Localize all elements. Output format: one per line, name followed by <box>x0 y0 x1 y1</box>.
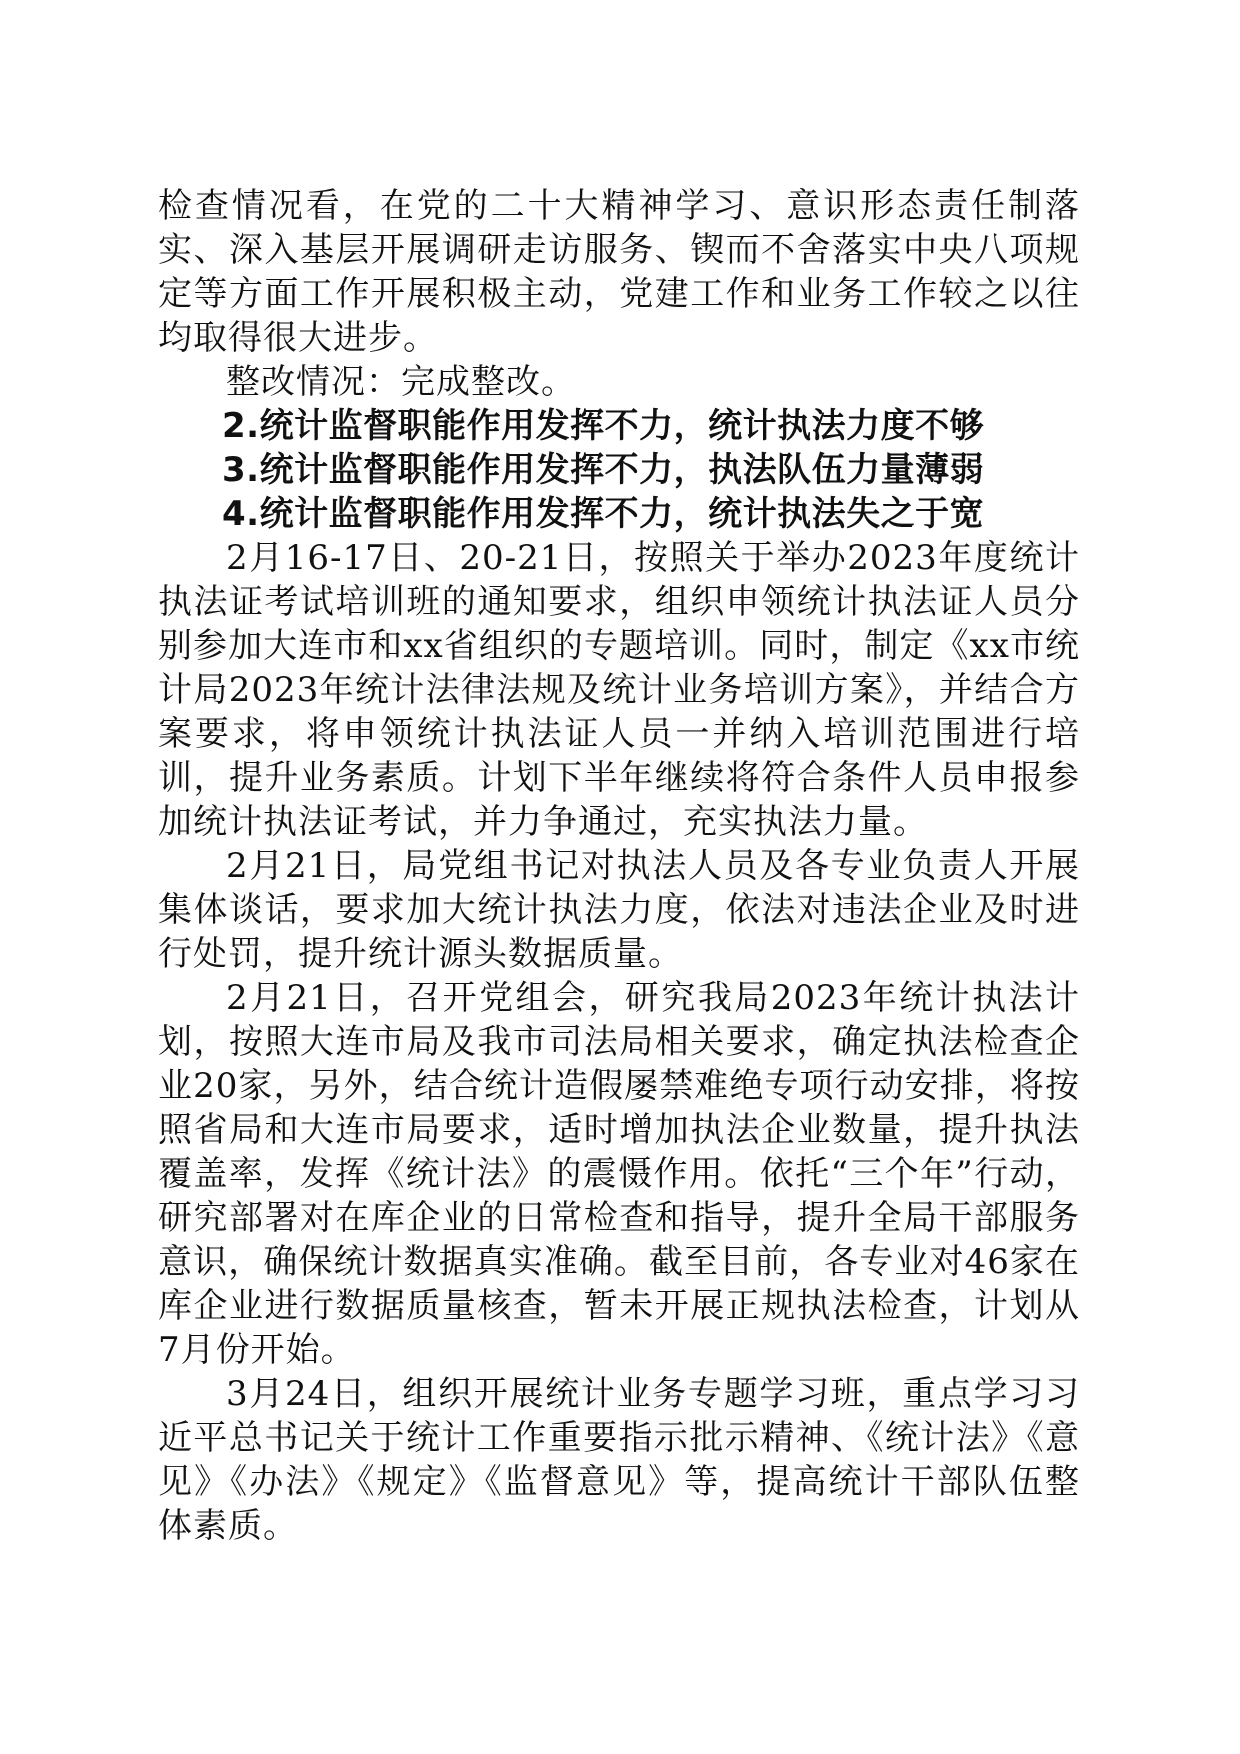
heading-item-4: 4.统计监督职能作用发挥不力，统计执法失之于宽 <box>222 494 985 534</box>
document-body <box>158 184 1080 1548</box>
paragraph-party-meeting: 2月21日，召开党组会，研究我局2023年统计执法计划，按照大连市局及我市司法局相关要求，确定执法检查企业20家，另外，结合统计造假屡禁难绝专项行动安排，将按照省局和大连市局要求，适时增加执法企业数量，提升执法覆盖率，发挥《统计法》的震慑作用。依托“三个年”行动，研究部署对在库企业的日常检查和指导，提升全局干部服务意识，确保统计数据真实准确。截至目前，各专业对46家在库企业进行数据质量核查，暂未开展正规执法检查，计划从7月份开始。 <box>158 978 1080 1370</box>
paragraph-inspection-summary: 检查情况看，在党的二十大精神学习、意识形态责任制落实、深入基层开展调研走访服务、锲而不舍落实中央八项规定等方面工作开展积极主动，党建工作和业务工作较之以往均取得很大进步。 <box>158 186 1080 358</box>
heading-item-3: 3.统计监督职能作用发挥不力，执法队伍力量薄弱 <box>222 450 985 490</box>
paragraph-collective-talk: 2月21日，局党组书记对执法人员及各专业负责人开展集体谈话，要求加大统计执法力度，依法对违法企业及时进行处罚，提升统计源头数据质量。 <box>158 846 1080 974</box>
paragraph-study-class: 3月24日，组织开展统计业务专题学习班，重点学习习近平总书记关于统计工作重要指示批示精神、《统计法》《意见》《办法》《规定》《监督意见》等，提高统计干部队伍整体素质。 <box>158 1374 1080 1546</box>
heading-item-2: 2.统计监督职能作用发挥不力，统计执法力度不够 <box>222 406 985 446</box>
paragraph-training: 2月16-17日、20-21日，按照关于举办2023年度统计执法证考试培训班的通知要求，组织申领统计执法证人员分别参加大连市和xx省组织的专题培训。同时，制定《xx市统计局2023年统计法律法规及统计业务培训方案》，并结合方案要求，将申领统计执法证人员一并纳入培训范围进行培训，提升业务素质。计划下半年继续将符合条件人员申报参加统计执法证考试，并力争通过，充实执法力量。 <box>158 538 1080 842</box>
paragraph-rectification-status: 整改情况：完成整改。 <box>226 362 576 402</box>
